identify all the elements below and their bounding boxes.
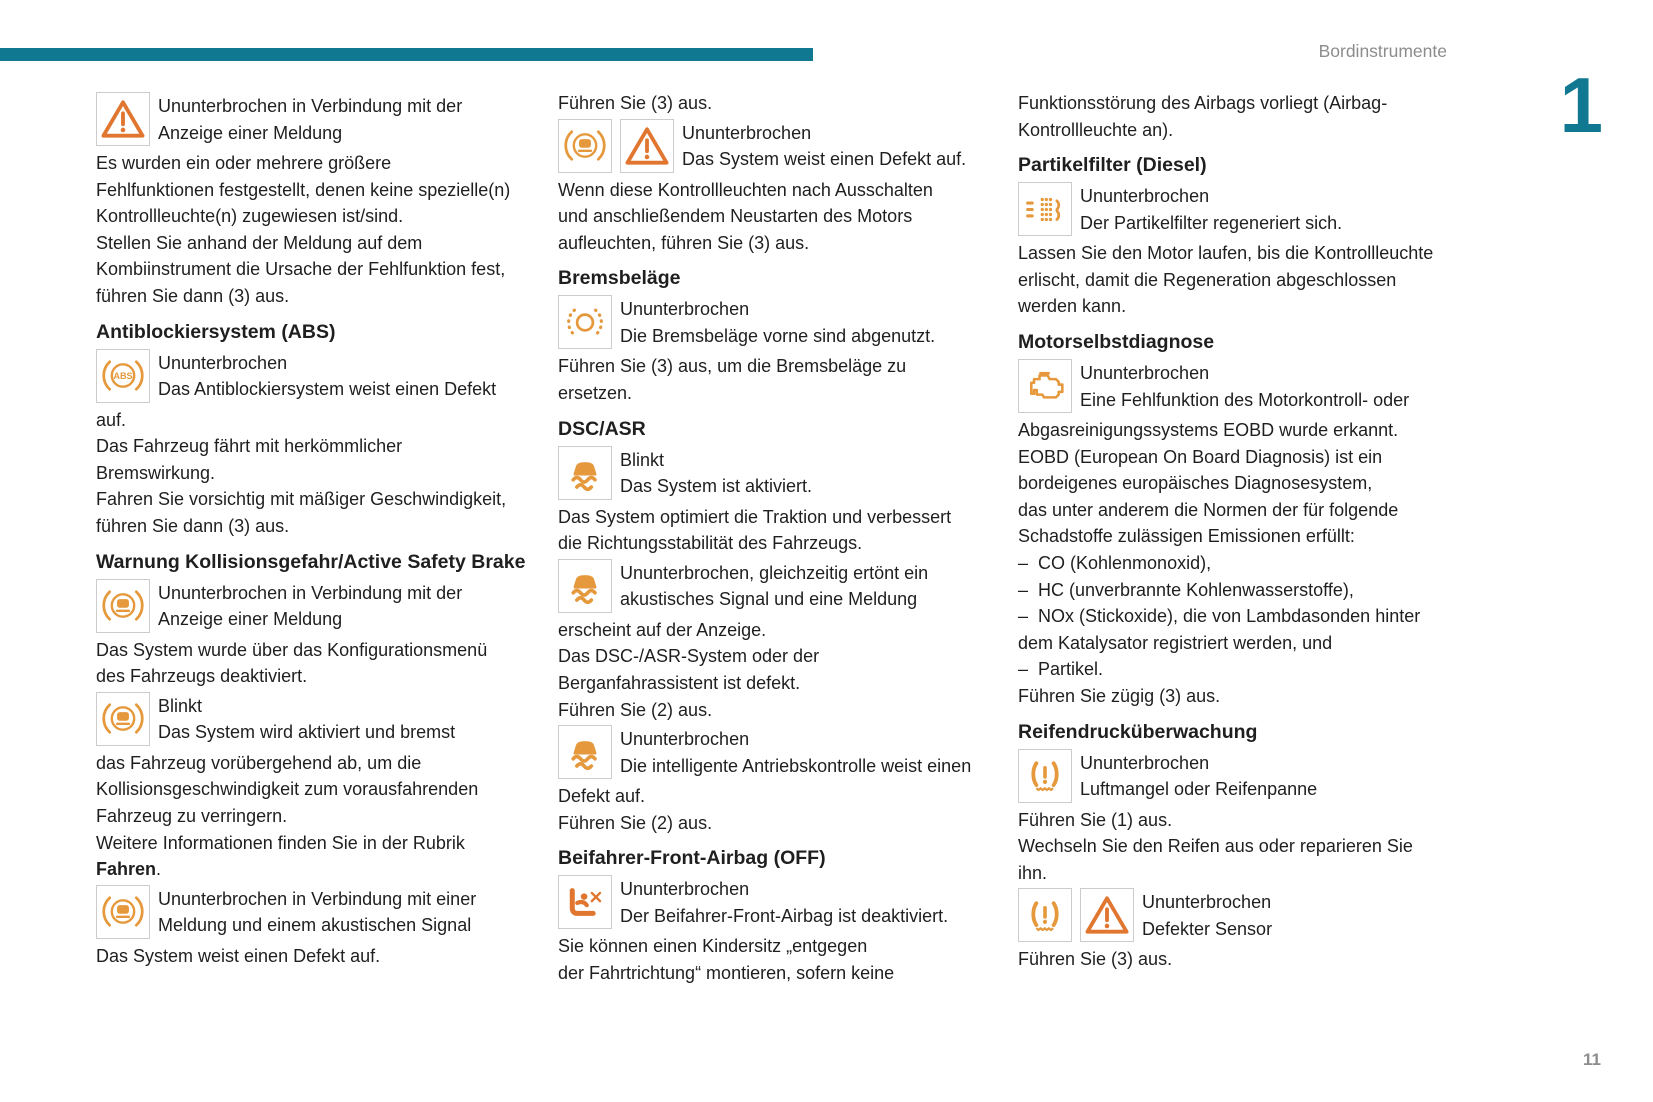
tpms-icon [1018,749,1072,803]
text-line: Führen Sie zügig (3) aus. [1018,685,1221,706]
paragraph [96,407,542,540]
indicator-description [158,349,542,403]
brake-warning-icon [96,692,150,746]
text-line: des Fahrzeugs deaktiviert. [96,666,308,687]
text-line: Ununterbrochen [620,879,750,900]
text-line: Führen Sie (3) aus. [558,93,713,113]
text-line: auf. [96,409,127,430]
paragraph [558,353,1004,406]
column-2 [558,90,1004,987]
text-line: – CO (Kohlenmonoxid), [1018,552,1212,573]
section-heading: Motorselbstdiagnose [1018,330,1215,353]
text-line: Ununterbrochen [620,729,750,750]
indicator-entry [558,875,1004,933]
warning-triangle-icon [620,119,674,173]
indicator-description [620,295,1004,349]
indicator-entry [96,885,542,943]
text-line: Stellen Sie anhand der Meldung auf dem [96,232,423,253]
text-line: ersetzen. [558,382,633,403]
text-line: Ununterbrochen [1080,186,1210,207]
text-line: Ununterbrochen in Verbindung mit der [158,582,463,603]
indicator-description [158,692,542,746]
paragraph [96,637,542,690]
text-line: Führen Sie (2) aus. [558,812,713,833]
text-line: Das System wird aktiviert und bremst [158,722,456,743]
indicator-entry [1018,749,1464,807]
indicator-description [620,559,1004,613]
tpms-icon [1018,888,1072,942]
text-line: – Partikel. [1018,659,1104,680]
section-title: Bordinstrumente [1318,41,1447,61]
text-line: Die Bremsbeläge vorne sind abgenutzt. [620,325,936,346]
particle-filter-icon [1018,182,1072,236]
paragraph [1018,240,1464,320]
text-line: Es wurden ein oder mehrere größere [96,153,392,173]
text-line: Anzeige einer Meldung [158,122,343,143]
section-heading: Partikelfilter (Diesel) [1018,154,1207,177]
paragraph [558,933,1004,986]
section-heading: Beifahrer-Front-Airbag (OFF) [558,847,826,870]
text-line: Abgasreinigungssystems EOBD wurde erkannt. [1018,419,1399,440]
indicator-description [158,579,542,633]
airbag-off-icon [558,875,612,929]
text-line: Fahren. [96,859,162,880]
section-heading: Bremsbeläge [558,267,681,290]
paragraph [96,150,542,310]
text-line: Berganfahrassistent ist defekt. [558,672,801,693]
section-heading: Antiblockiersystem (ABS) [96,320,336,343]
text-line: Schadstoffe zulässigen Emissionen erfüllt: [1018,526,1355,547]
text-line: Eine Fehlfunktion des Motorkontroll- oder [1080,389,1410,410]
text-line: Führen Sie (1) aus. [1018,809,1173,830]
header-rule [0,48,813,61]
text-line: Defekter Sensor [1142,918,1273,939]
text-line: Kontrollleuchte an). [1018,119,1174,140]
text-line: das Fahrzeug vorübergehend ab, um die [96,752,422,773]
brake-warning-icon [558,119,612,173]
text-line: Blinkt [158,695,203,716]
warning-triangle-icon [1080,888,1134,942]
text-line: Führen Sie (3) aus. [1018,949,1173,970]
page-number: 11 [1583,1050,1601,1069]
text-line: Führen Sie (3) aus, um die Bremsbeläge zu [558,356,907,377]
text-line: Lassen Sie den Motor laufen, bis die Kontrollleuchte [1018,243,1434,264]
text-line: erlischt, damit die Regeneration abgeschlossen [1018,269,1397,290]
text-line: Das Fahrzeug fährt mit herkömmlicher [96,436,403,457]
text-line: Fehlfunktionen festgestellt, denen keine spezielle(n) [96,179,511,200]
indicator-entry [558,725,1004,783]
chapter-number: 1 [1559,61,1603,149]
text-line: Defekt auf. [558,786,646,807]
dsc-icon [558,446,612,500]
text-line: Das Antiblockiersystem weist einen Defekt [158,379,497,400]
indicator-entry [96,692,542,750]
indicator-description [1142,888,1464,942]
text-line: bordeigenes europäisches Diagnosesystem, [1018,473,1373,494]
text-line: akustisches Signal und eine Meldung [620,589,918,610]
indicator-entry [1018,359,1464,417]
text-line: EOBD (European On Board Diagnosis) ist ein [1018,446,1383,467]
brake-pads-icon [558,295,612,349]
text-line: Wechseln Sie den Reifen aus oder reparieren Sie [1018,836,1413,857]
paragraph [1018,946,1464,973]
text-line: Ununterbrochen in Verbindung mit der [158,96,463,116]
text-line: Ununterbrochen [158,352,288,373]
indicator-entry [558,446,1004,504]
paragraph [558,504,1004,557]
paragraph [558,90,1004,117]
text-line: Der Beifahrer-Front-Airbag ist deaktiviert. [620,905,949,926]
indicator-description [1080,749,1464,803]
text-line: aufleuchten, führen Sie (3) aus. [558,232,810,253]
paragraph [1018,90,1464,143]
section-heading: Warnung Kollisionsgefahr/Active Safety Brake [96,550,526,573]
text-line: Ununterbrochen [682,122,812,143]
abs-icon [96,349,150,403]
text-line: Kombiinstrument die Ursache der Fehlfunktion fest, [96,259,506,280]
warning-triangle-icon [96,92,150,146]
text-line: die Richtungsstabilität des Fahrzeugs. [558,533,863,554]
indicator-description [158,92,542,146]
text-line: und anschließendem Neustarten des Motors [558,206,913,227]
text-line: Das System optimiert die Traktion und verbessert [558,506,952,527]
svg-text:ABS: ABS [113,371,133,382]
indicator-description [682,119,1004,173]
section-heading: DSC/ASR [558,417,646,440]
indicator-entry [1018,888,1464,946]
engine-icon [1018,359,1072,413]
text-line: Kollisionsgeschwindigkeit zum vorausfahrenden [96,779,479,800]
dsc-icon [558,725,612,779]
text-line: erscheint auf der Anzeige. [558,619,767,640]
indicator-entry [558,295,1004,353]
text-line: Ununterbrochen, gleichzeitig ertönt ein [620,562,929,583]
text-line: Luftmangel oder Reifenpanne [1080,779,1318,800]
text-line: Meldung und einem akustischen Signal [158,915,472,936]
indicator-description [620,875,1004,929]
text-line: Das System weist einen Defekt auf. [96,945,381,966]
text-line: ihn. [1018,862,1048,883]
text-line: Ununterbrochen in Verbindung mit einer [158,888,477,909]
indicator-entry [558,559,1004,617]
column-1 [96,90,542,969]
text-line: Sie können einen Kindersitz „entgegen [558,936,868,957]
text-line: Das System wurde über das Konfigurationsmenü [96,639,488,660]
text-line: Führen Sie (2) aus. [558,699,713,720]
text-line: Bremswirkung. [96,462,216,483]
text-line: Kontrollleuchte(n) zugewiesen ist/sind. [96,206,404,227]
indicator-description [158,885,542,939]
text-line: dem Katalysator registriert werden, und [1018,632,1333,653]
text-line: Fahrzeug zu verringern. [96,805,288,826]
text-line: Ununterbrochen [1080,752,1210,773]
paragraph [558,783,1004,836]
indicator-entry [96,92,542,150]
brake-warning-icon [96,885,150,939]
indicator-description [620,725,1004,779]
column-3 [1018,90,1464,973]
section-heading: Reifendrucküberwachung [1018,720,1258,743]
indicator-entry [558,119,1004,177]
brake-warning-icon [96,579,150,633]
dsc-icon [558,559,612,613]
text-line: Das DSC-/ASR-System oder der [558,646,820,667]
text-line: das unter anderem die Normen der für folgende [1018,499,1399,520]
paragraph [1018,417,1464,710]
text-line: Wenn diese Kontrollleuchten nach Ausschalten [558,179,933,200]
text-line: Weitere Informationen finden Sie in der Rubrik [96,832,465,853]
text-line: – NOx (Stickoxide), die von Lambdasonden hinter [1018,606,1421,627]
text-line: Fahren Sie vorsichtig mit mäßiger Geschwindigkeit, [96,489,507,510]
text-line: Das System weist einen Defekt auf. [682,149,967,170]
text-line: führen Sie dann (3) aus. [96,515,290,536]
paragraph [558,617,1004,723]
text-line: werden kann. [1018,296,1127,317]
text-line: – HC (unverbrannte Kohlenwasserstoffe), [1018,579,1354,600]
text-line: Blinkt [620,449,665,470]
text-line: führen Sie dann (3) aus. [96,285,290,306]
indicator-description [1080,359,1464,413]
indicator-entry [1018,182,1464,240]
indicator-entry [96,349,542,407]
text-line: Ununterbrochen [620,299,750,320]
paragraph [96,943,542,970]
text-line: Ununterbrochen [1142,892,1272,913]
indicator-description [1080,182,1464,236]
indicator-description [620,446,1004,500]
paragraph [96,750,542,883]
indicator-entry [96,579,542,637]
text-line: Anzeige einer Meldung [158,609,343,630]
text-line: Das System ist aktiviert. [620,476,813,497]
paragraph [1018,807,1464,887]
text-line: Funktionsstörung des Airbags vorliegt (Airbag- [1018,93,1388,113]
text-line: Der Partikelfilter regeneriert sich. [1080,212,1343,233]
text-line: Ununterbrochen [1080,362,1210,383]
text-line: Die intelligente Antriebskontrolle weist einen [620,755,972,776]
text-line: der Fahrtrichtung“ montieren, sofern keine [558,962,895,983]
paragraph [558,177,1004,257]
